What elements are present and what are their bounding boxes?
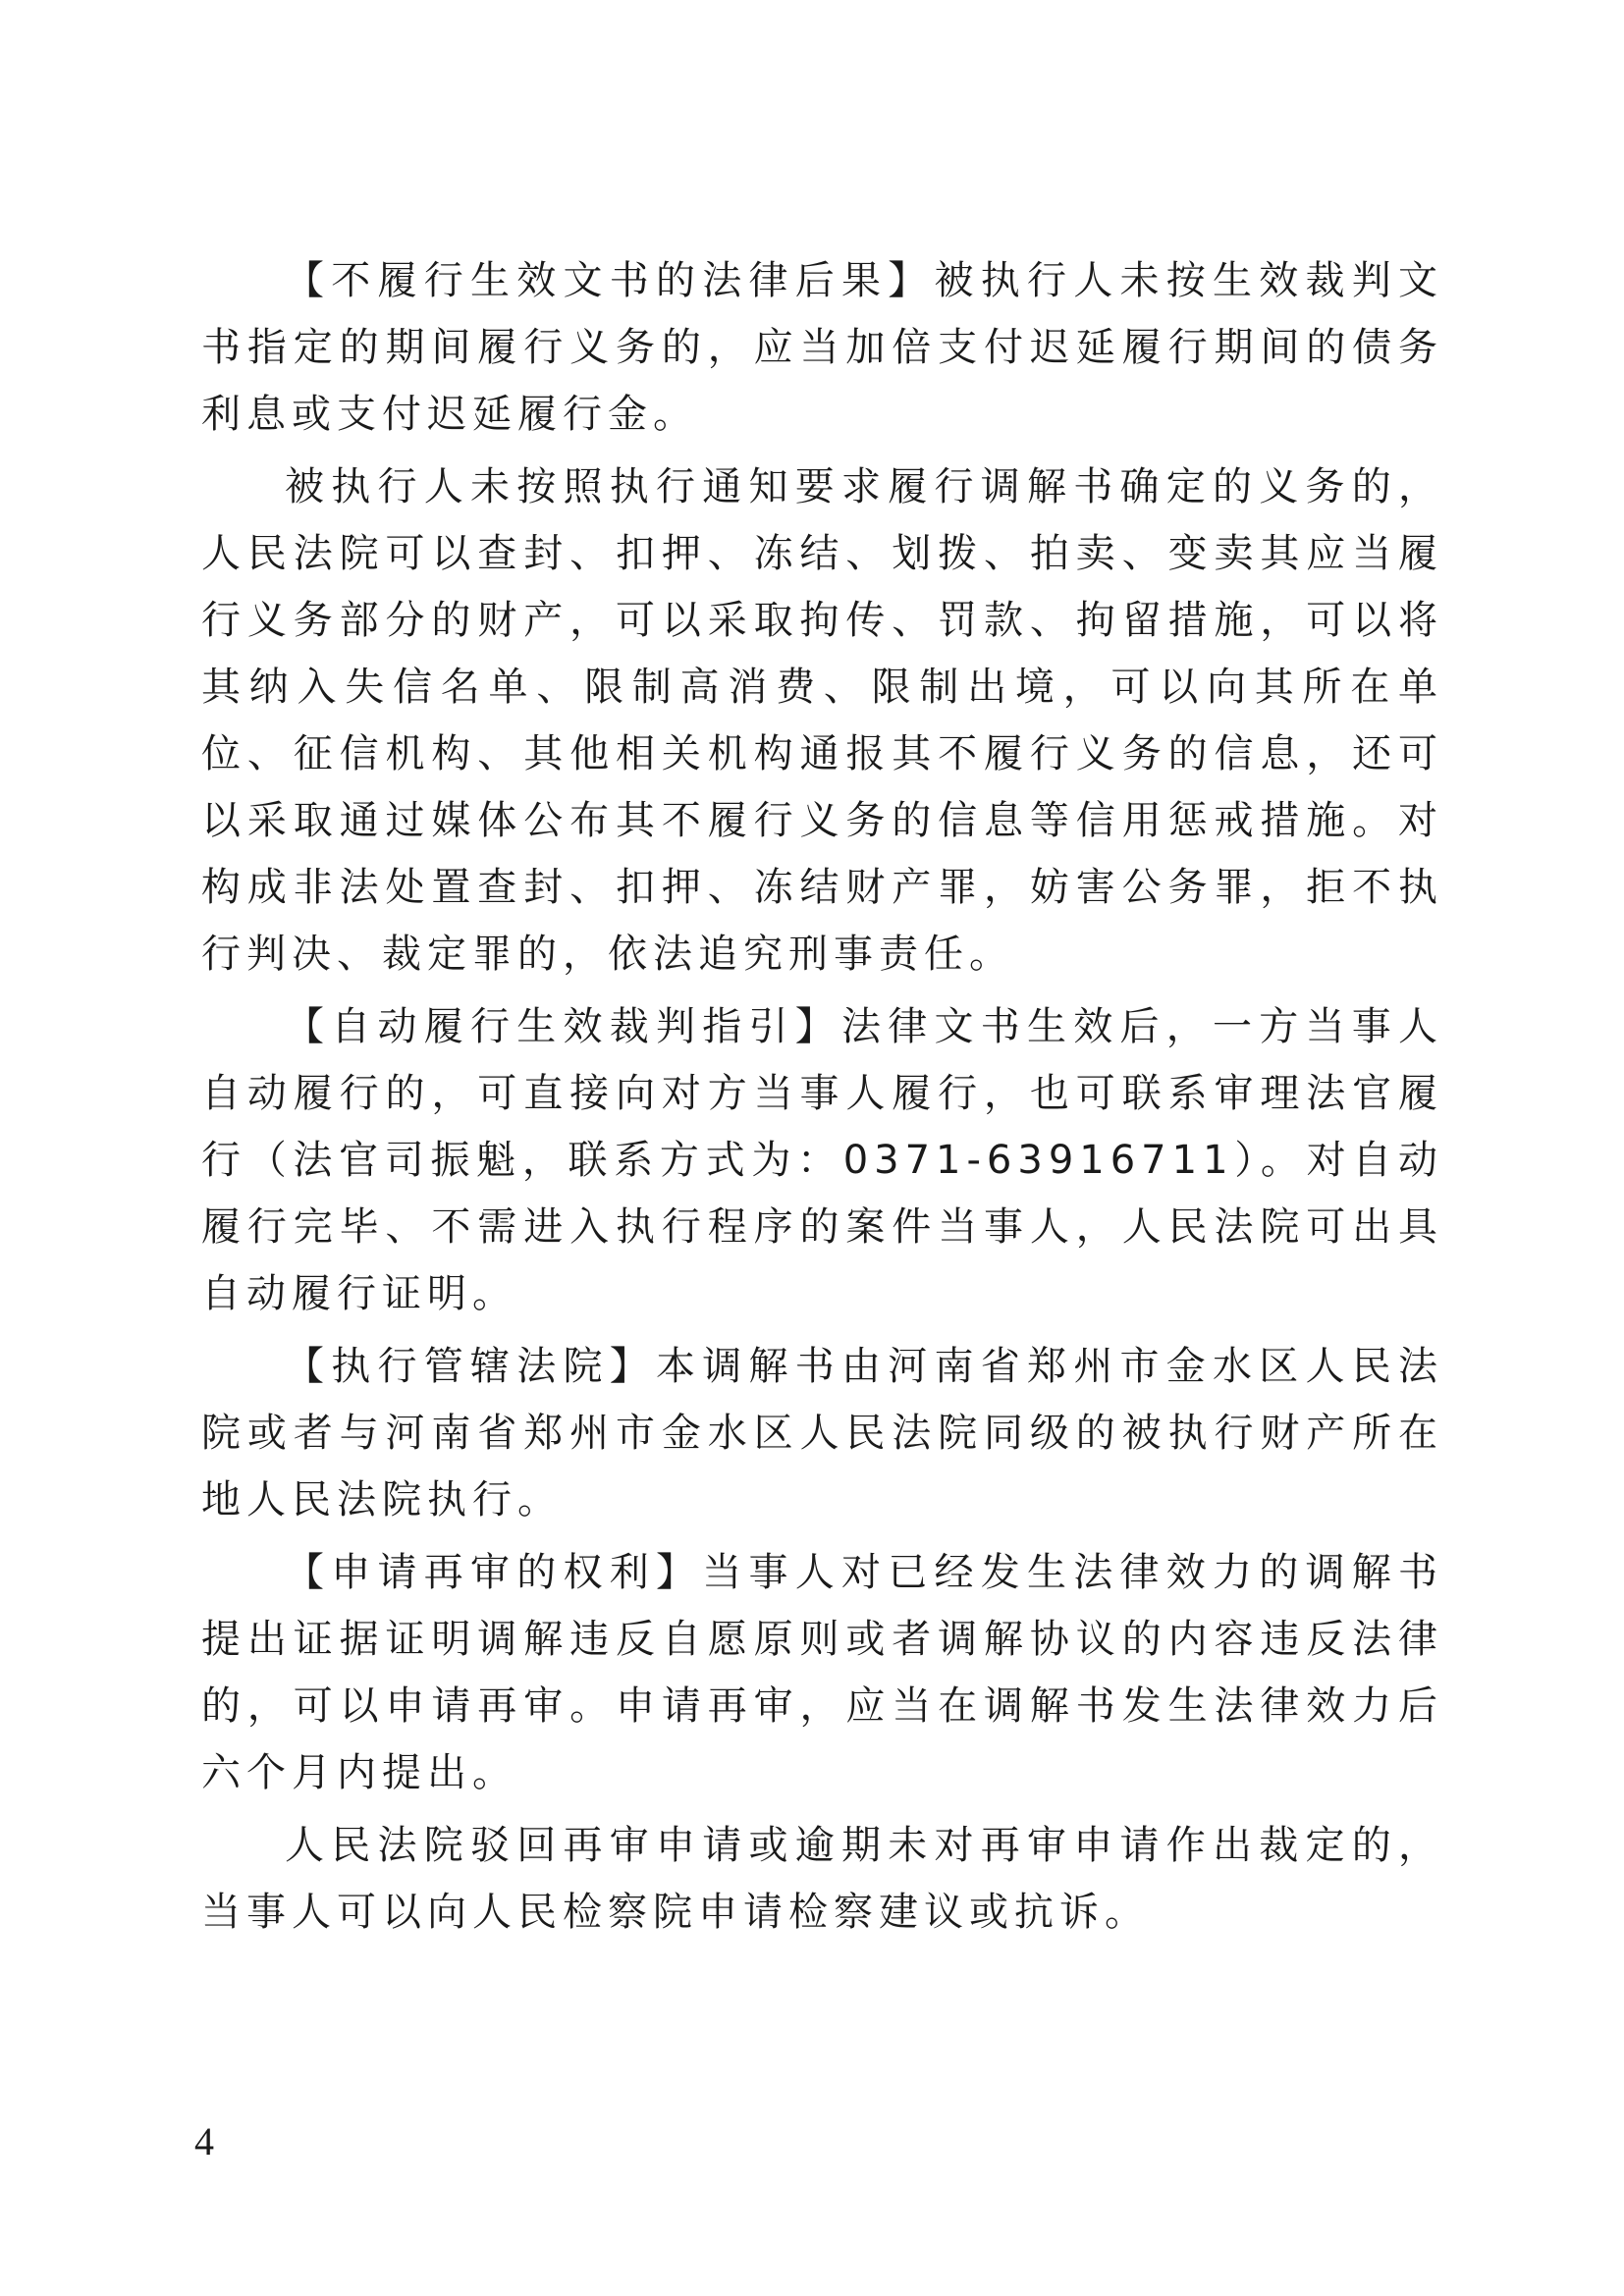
paragraph-retrial-right: 【申请再审的权利】当事人对已经发生法律效力的调解书提出证据证明调解违反自愿原则或者调解协议的内容违反法律的，可以申请再审。申请再审，应当在调解书发生法律效力后六个月内提出。	[201, 1550, 1443, 1795]
paragraph-enforcement-court: 【执行管辖法院】本调解书由河南省郑州市金水区人民法院或者与河南省郑州市金水区人民法院同级的被执行财产所在地人民法院执行。	[201, 1344, 1443, 1522]
paragraph-voluntary-performance: 【自动履行生效裁判指引】法律文书生效后，一方当事人自动履行的，可直接向对方当事人履行，也可联系审理法官履行（法官司振魁，联系方式为：0371-63916711）。对自动履行完毕、不需进入执行程序的案件当事人，人民法院可出具自动履行证明。	[201, 1004, 1443, 1316]
paragraph-procuratorate: 人民法院驳回再审申请或逾期未对再审申请作出裁定的，当事人可以向人民检察院申请检察建议或抗诉。	[201, 1823, 1443, 1935]
document-body	[201, 247, 1443, 1946]
paragraph-enforcement-measures: 被执行人未按照执行通知要求履行调解书确定的义务的，人民法院可以查封、扣押、冻结、划拨、拍卖、变卖其应当履行义务部分的财产，可以采取拘传、罚款、拘留措施，可以将其纳入失信名单、限制高消费、限制出境，可以向其所在单位、征信机构、其他相关机构通报其不履行义务的信息，还可以采取通过媒体公布其不履行义务的信息等信用惩戒措施。对构成非法处置查封、扣押、冻结财产罪，妨害公务罪，拒不执行判决、裁定罪的，依法追究刑事责任。	[201, 464, 1443, 977]
paragraph-legal-consequences: 【不履行生效文书的法律后果】被执行人未按生效裁判文书指定的期间履行义务的，应当加倍支付迟延履行期间的债务利息或支付迟延履行金。	[201, 258, 1443, 437]
page-number: 4	[194, 2119, 214, 2163]
